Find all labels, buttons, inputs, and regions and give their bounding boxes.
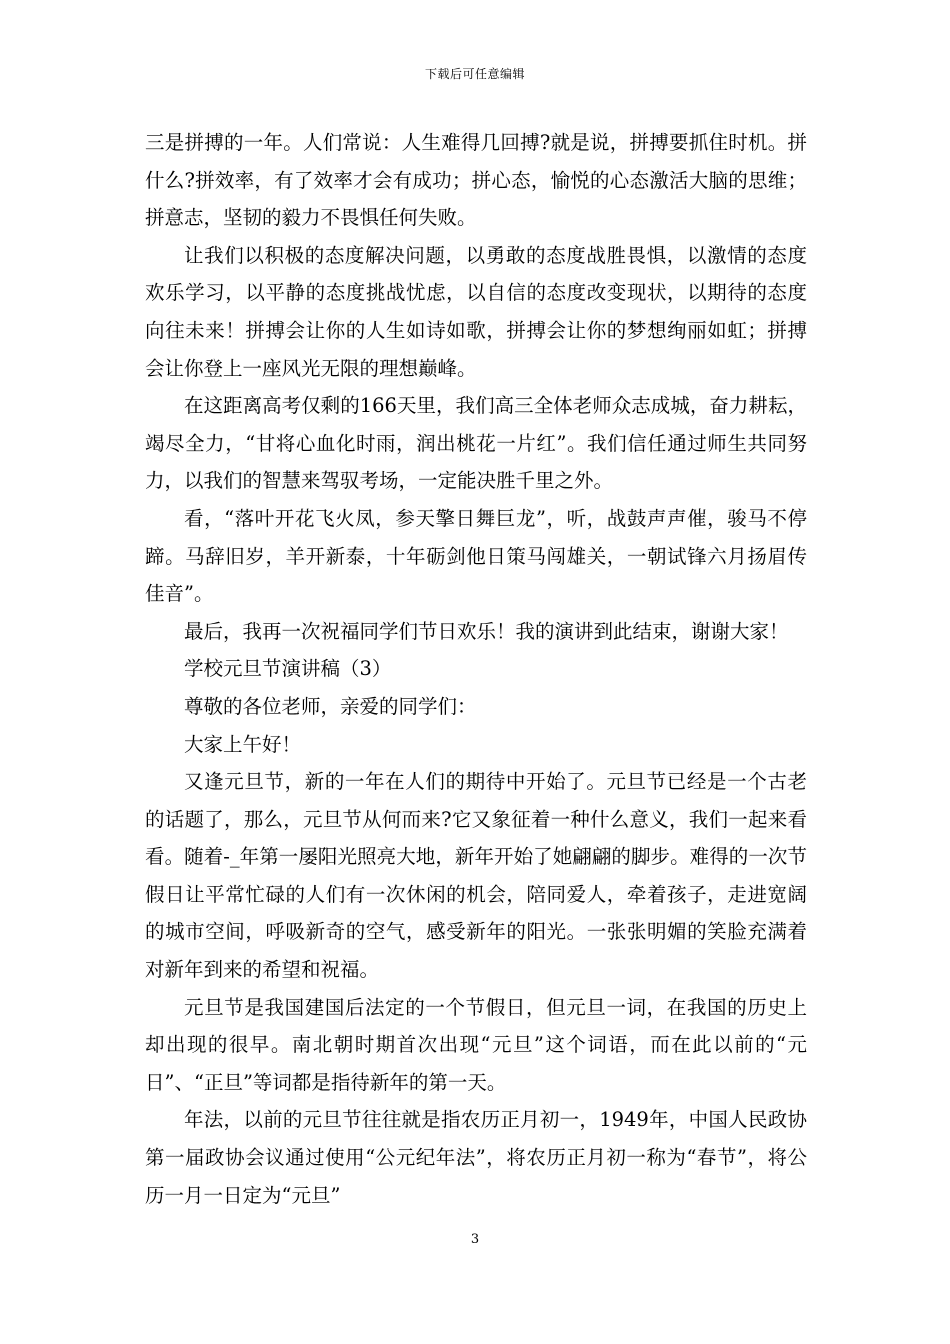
greeting: 大家上午好！: [184, 732, 302, 756]
paragraph: 最后，我再一次祝福同学们节日欢乐！我的演讲到此结束，谢谢大家！: [184, 619, 789, 643]
salutation: 尊敬的各位老师，亲爱的同学们：: [184, 694, 477, 718]
paragraph: 又逢元旦节，新的一年在人们的期待中开始了。元旦节已经是一个古老的话题了，那么，元旦节从何而来?它又象征着一种什么意义，我们一起来看看。随着-_年第一屡阳光照亮大地，新年开始了她翩翩的脚步。难得的一次节假日让平常忙碌的人们有一次休闲的机会，陪同爱人，牵着孩子，走进宽阔的城市空间，呼吸新奇的空气，感受新年的阳光。一张张明媚的笑脸充满着对新年到来的希望和祝福。: [145, 770, 807, 982]
paragraph: 看，“落叶开花飞火凤，参天擎日舞巨龙”，听，战鼓声声催，骏马不停蹄。马辞旧岁，羊开新泰，十年砺剑他日策马闯雄关，一朝试锋六月扬眉传佳音”。: [145, 506, 807, 606]
page-header: 下载后可任意编辑: [424, 67, 525, 81]
paragraph: 元旦节是我国建国后法定的一个节假日，但元旦一词，在我国的历史上却出现的很早。南北朝时期首次出现“元旦”这个词语，而在此以前的“元日”、“正旦”等词都是指待新年的第一天。: [145, 995, 807, 1094]
paragraph: 让我们以积极的态度解决问题，以勇敢的态度战胜畏惧，以激情的态度欢乐学习，以平静的态度挑战忧虑，以自信的态度改变现状，以期待的态度向往未来！拼搏会让你的人生如诗如歌，拼搏会让你的梦想绚丽如虹；拼搏会让你登上一座风光无限的理想巅峰。: [145, 243, 807, 380]
page-number: 3: [470, 1232, 480, 1247]
paragraph-continuation: 三是拼搏的一年。人们常说：人生难得几回搏?就是说，拼搏要抓住时机。拼什么?拼效率，有了效率才会有成功；拼心态，愉悦的心态激活大脑的思维；拼意志，坚韧的毅力不畏惧任何失败。: [145, 131, 807, 230]
document-body: [145, 124, 807, 1214]
paragraph: 在这距离高考仅剩的166天里，我们高三全体老师众志成城，奋力耕耘，竭尽全力，“甘将心血化时雨，润出桃花一片红”。我们信任通过师生共同努力，以我们的智慧来驾驭考场，一定能决胜千里之外。: [145, 394, 807, 493]
section-title: 学校元旦节演讲稿（3）: [184, 657, 392, 681]
paragraph: 年法，以前的元旦节往往就是指农历正月初一，1949年，中国人民政协第一届政协会议通过使用“公元纪年法”，将农历正月初一称为“春节”，将公历一月一日定为“元旦”: [145, 1108, 807, 1207]
